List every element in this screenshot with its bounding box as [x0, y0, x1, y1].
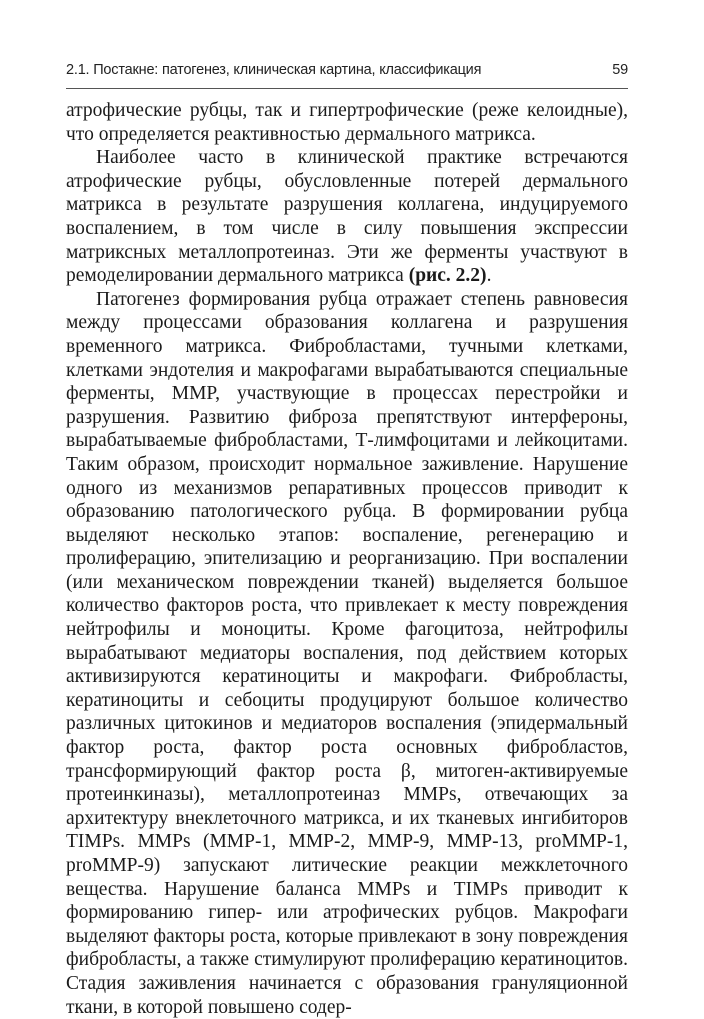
running-header	[66, 60, 628, 84]
figure-reference: (рис. 2.2)	[408, 265, 487, 287]
paragraph-2	[66, 146, 628, 288]
paragraph-2-text: Наиболее часто в клинической практике встречаются атрофические рубцы, обусловленные потерей дермального матрикса в результате разрушения коллагена, индуцируемого воспалением, в том числе в силу повышения экспрессии матриксных металлопротеиназ. Эти же ферменты участвуют в ремоделировании дермального матрикса	[66, 147, 628, 287]
paragraph-2-end: .	[486, 265, 492, 287]
body-text	[66, 99, 628, 1019]
paragraph-1: атрофические рубцы, так и гипертрофические (реже келоидные), что определяется реактивностью дермального матрикса.	[66, 100, 628, 145]
header-rule	[66, 88, 628, 89]
section-title: 2.1. Постакне: патогенез, клиническая картина, классификация	[66, 62, 482, 78]
page-number: 59	[612, 62, 628, 78]
paragraph-3: Патогенез формирования рубца отражает степень равновесия между процессами образования коллагена и разрушения временного матрикса. Фибробластами, тучными клетками, клетками эндотелия и макрофагами вырабатываются специальные ферменты, MMP, участвующие в процессах перестройки и разрушения. Развитию фиброза препятствуют интерфероны, вырабатываемые фибробластами, Т-лимфоцитами и лейкоцитами. Таким образом, происходит нормальное заживление. Нарушение одного из механизмов репаративных процессов приводит к образованию патологического рубца. В формировании рубца выделяют несколько этапов: воспаление, регенерацию и пролиферацию, эпителизацию и реорганизацию. При воспалении (или механическом повреждении тканей) выделяется большое количество факторов роста, что привлекает к месту повреждения нейтрофилы и моноциты. Кроме фагоцитоза, нейтрофилы вырабатывают медиаторы воспаления, под действием которых активизируются кератиноциты и макрофаги. Фибробласты, кератиноциты и себоциты продуцируют большое количество различных цитокинов и медиаторов воспаления (эпидермальный фактор роста, фактор роста основных фибробластов, трансформирующий фактор роста β, митоген-активируемые протеинкиназы), металлопротеиназ MMPs, отвечающих за архитектуру внеклеточного матрикса, и их тканевых ингибиторов TIMPs. MMPs (MMP-1, MMP-2, MMP-9, MMP-13, proMMP-1, proMMP-9) запускают литические реакции межклеточного вещества. Нарушение баланса MMPs и TIMPs приводит к формированию гипер- или атрофических рубцов. Макрофаги выделяют факторы роста, которые привлекают в зону повреждения фибробласты, а также стимулируют пролиферацию кератиноцитов. Стадия заживления начинается с образования грануляционной ткани, в которой повышено содер-	[66, 288, 628, 1018]
